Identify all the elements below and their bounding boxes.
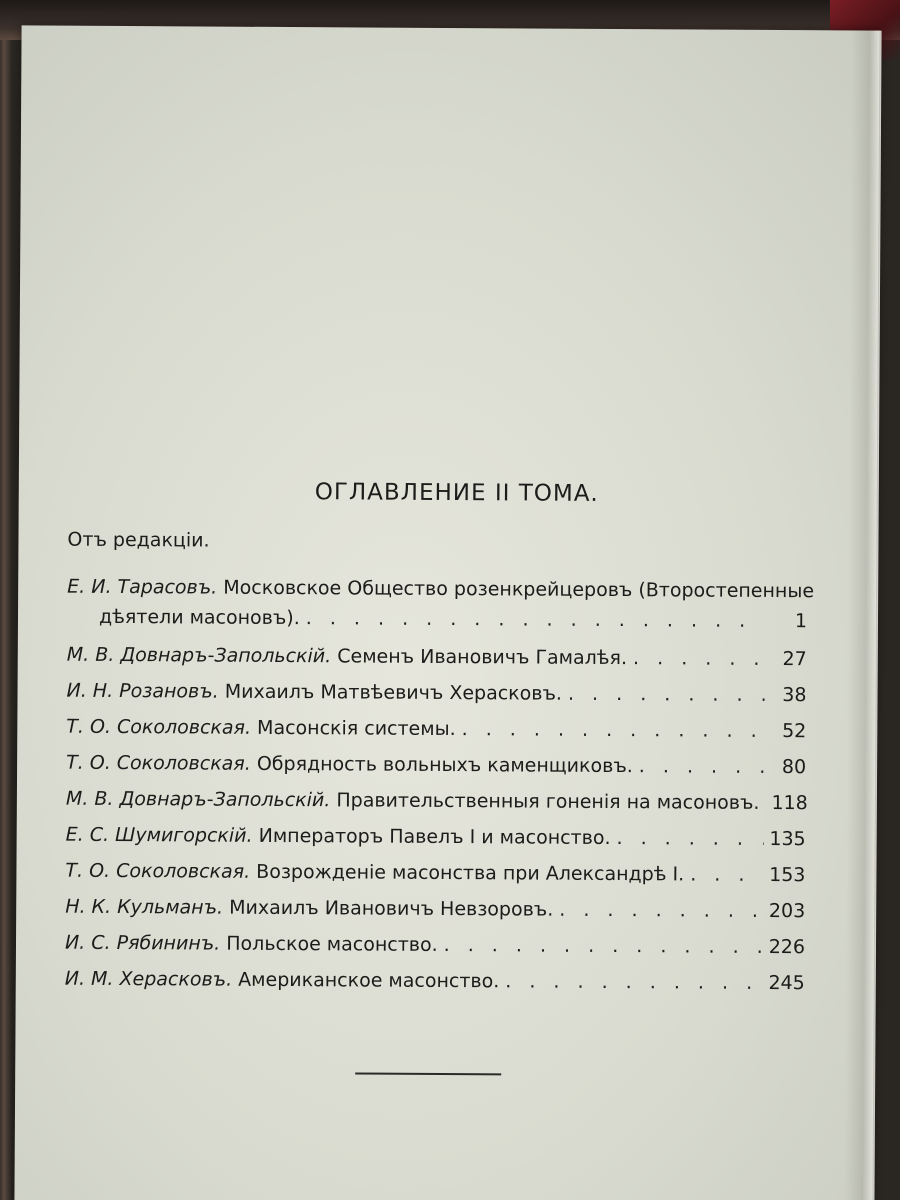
toc-page-number: 80 — [781, 756, 807, 779]
closing-rule — [355, 1072, 501, 1075]
toc-entry-continuation — [99, 602, 807, 636]
toc-entry — [67, 572, 815, 607]
toc-author: Н. К. Кульманъ. — [65, 895, 224, 919]
toc-entry-title: Возрожденіе масонства при Александрѣ I. — [256, 860, 685, 886]
toc-entry — [66, 784, 806, 819]
toc-intro: Отъ редакціи. — [67, 528, 210, 552]
toc-entry-title: Семенъ Ивановичъ Гамалѣя. — [337, 645, 628, 670]
dot-leader — [633, 643, 765, 674]
toc-author: Т. О. Соколовская. — [66, 715, 252, 739]
toc-heading: ОГЛАВЛЕНИЕ II ТОМА. — [314, 479, 599, 507]
toc-page-number: 135 — [769, 827, 806, 851]
toc-author: И. С. Рябининъ. — [64, 931, 221, 955]
toc-page-number: 226 — [768, 935, 806, 959]
dot-leader — [505, 966, 762, 998]
toc-entry-title-continued: дѣятели масоновъ). — [98, 605, 300, 630]
toc-entry — [65, 928, 805, 963]
toc-entry — [65, 856, 805, 891]
book-page — [14, 25, 879, 1200]
dot-leader — [306, 603, 765, 636]
toc-entry-title: Обрядность вольныхъ каменщиковъ. — [256, 752, 633, 778]
toc-page-number: 52 — [782, 720, 807, 743]
dot-leader — [639, 751, 764, 782]
toc-entry — [65, 964, 805, 999]
toc-page-number: 38 — [782, 684, 807, 707]
toc-page-number: 203 — [768, 899, 806, 923]
toc-entry-title: Михаилъ Матвѣевичъ Херасковъ. — [224, 680, 563, 705]
toc-author: И. Н. Розановъ. — [66, 679, 219, 703]
toc-entry — [65, 892, 805, 927]
dot-leader — [444, 930, 763, 962]
toc-entry — [66, 676, 806, 711]
toc-author: Т. О. Соколовская. — [66, 751, 251, 775]
dot-leader — [462, 714, 765, 746]
toc-author: Т. О. Соколовская. — [65, 859, 251, 883]
dot-leader — [568, 679, 765, 710]
toc-page-number: 245 — [768, 971, 805, 995]
toc-entry — [66, 748, 806, 783]
dot-leader — [690, 859, 763, 889]
toc-author: Е. И. Тарасовъ. — [67, 575, 218, 599]
toc-entry-title: Масонскія системы. — [257, 716, 456, 741]
toc-author: М. В. Довнаръ-Запольскій. — [66, 643, 332, 668]
toc-entry — [67, 640, 807, 675]
dot-leader — [616, 823, 763, 854]
toc-entry-title: Михаилъ Ивановичъ Невзоровъ. — [229, 896, 554, 921]
page-curl — [844, 30, 881, 1200]
toc-entry-title: Правительственныя гоненія на масоновъ. — [336, 789, 760, 814]
toc-entry — [66, 712, 806, 747]
toc-page-number: 153 — [769, 863, 806, 887]
toc-entry-title: Императоръ Павелъ I и масонство. — [258, 824, 611, 850]
toc-page-number: 1 — [794, 610, 808, 633]
toc-author: И. М. Херасковъ. — [64, 967, 233, 991]
toc-page-number: 118 — [771, 791, 808, 815]
toc-entry-title: Польское масонство. — [226, 932, 438, 956]
toc-author: М. В. Довнаръ-Запольскій. — [65, 787, 331, 812]
dot-leader — [559, 895, 763, 926]
toc-entry-title: Американское масонство. — [238, 968, 500, 993]
toc-page-number: 27 — [782, 648, 807, 671]
toc-entry-title: Московское Общество розенкрейцеровъ (Второстепенные — [223, 576, 815, 603]
toc-author: Е. С. Шумигорскій. — [65, 823, 253, 847]
toc-entry — [66, 820, 806, 855]
